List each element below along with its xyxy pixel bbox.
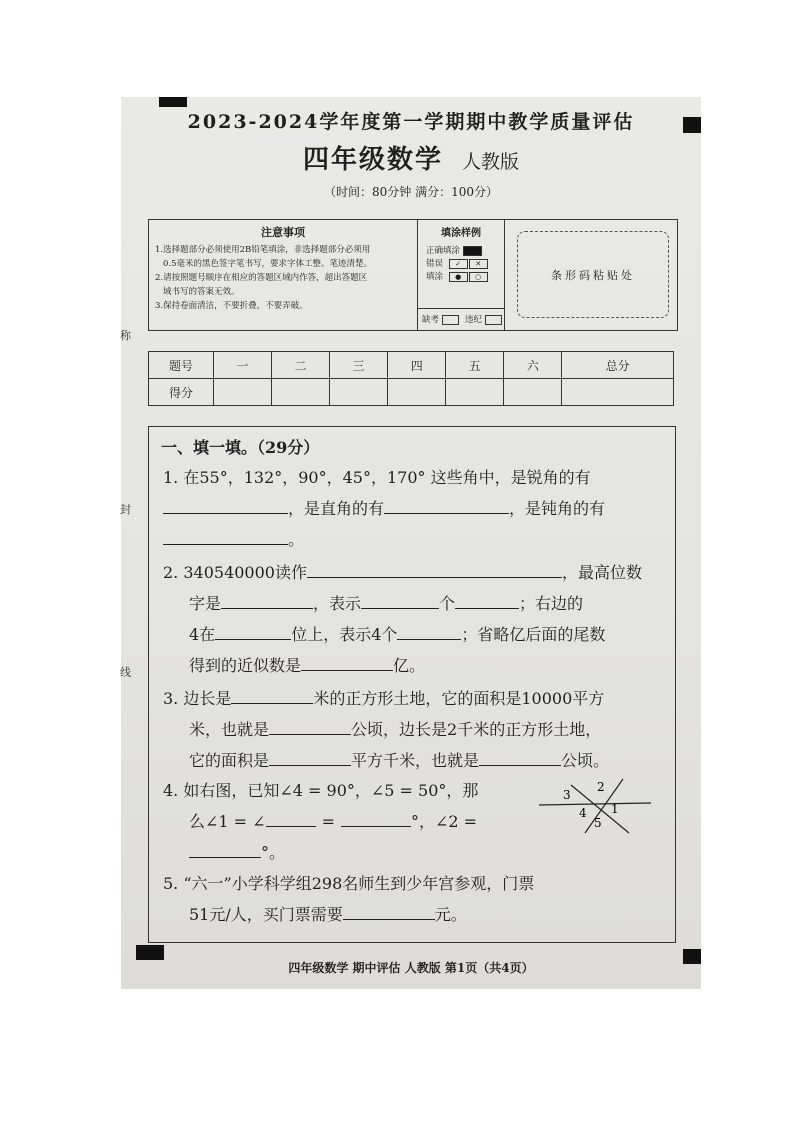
q2-text-5: 个 (439, 594, 456, 613)
q3-blank-hectare-2[interactable] (479, 746, 561, 766)
score-table-score-row (149, 379, 674, 406)
notice-line-3: 2.请按照题号顺序在相应的答题区域内作答，超出答题区 (155, 273, 368, 283)
exam-sheet (121, 97, 701, 989)
row-label-score: 得分 (149, 379, 214, 406)
score-cell[interactable] (214, 379, 272, 406)
q4-text-4: °，∠2 = (410, 812, 478, 831)
margin-text-3: 线 (120, 666, 131, 679)
q4-text-1: 4. 如右图，已知∠4 = 90°，∠5 = 50°，那 (163, 781, 479, 800)
fill-sample-heading: 填涂样例 (441, 228, 481, 239)
fill-sample-panel (418, 220, 505, 330)
question-1 (163, 462, 673, 555)
exam-title: 2023-2024学年度第一学期期中教学质量评估 (187, 111, 635, 133)
wrong-fill-row-1 (426, 258, 504, 271)
wrong-fill-row-2 (426, 271, 504, 284)
section-1-title: 一、填一填。（29分） (161, 438, 320, 457)
column-header: 二 (272, 352, 330, 379)
q4-blank-angle[interactable] (266, 807, 316, 827)
q1-blank-right[interactable] (384, 494, 509, 514)
q2-text-2: ，最高位数 (561, 563, 642, 582)
dot-bubble-icon: ● (449, 272, 468, 282)
notice-line-5: 3.保持卷面清洁，不要折叠，不要弄破。 (155, 301, 308, 311)
score-table (148, 351, 674, 406)
notice-heading: 注意事项 (261, 226, 305, 239)
cross-bubble-icon: ✕ (469, 259, 488, 269)
q2-blank-value[interactable] (397, 620, 461, 640)
angle-label-1: 1 (611, 802, 619, 816)
circle-bubble-icon: ○ (469, 272, 488, 282)
q2-text-6: ；右边的 (519, 594, 584, 613)
q4-text-3: = (321, 812, 335, 831)
q5-text-2: 51元/人，买门票需要 (189, 905, 343, 924)
checkmark-bubble-icon: ✓ (449, 259, 468, 269)
q3-text-3: 米，也就是 (189, 720, 270, 739)
q1-text-2: ，是直角的有 (288, 499, 385, 518)
q2-blank-unit[interactable] (455, 589, 519, 609)
q5-text-3: 元。 (434, 905, 467, 924)
q2-text-7: 4在 (189, 625, 216, 644)
edition-label: 人教版 (462, 151, 520, 173)
q3-text-1: 3. 边长是 (163, 689, 232, 708)
q3-text-2: 米的正方形土地，它的面积是10000平方 (313, 689, 605, 708)
q2-blank-approx[interactable] (301, 651, 393, 671)
barcode-area: 条形码粘贴处 (517, 231, 669, 318)
column-header: 四 (388, 352, 446, 379)
score-cell[interactable] (272, 379, 330, 406)
q5-blank-cost[interactable] (343, 900, 435, 920)
margin-text-2: 封 (120, 503, 131, 516)
q1-blank-obtuse[interactable] (163, 525, 288, 545)
q2-text-10: 得到的近似数是 (189, 656, 302, 675)
column-header: 六 (504, 352, 562, 379)
q2-blank-digit[interactable] (221, 589, 313, 609)
q3-text-7: 公顷。 (561, 751, 610, 770)
wrong-fill-label-2: 填涂 (426, 272, 444, 282)
angle-diagram (539, 777, 654, 835)
q3-text-4: 公顷，边长是2千米的正方形土地， (351, 720, 602, 739)
q3-blank-side[interactable] (231, 684, 313, 704)
q4-text-2: 么∠1 = ∠ (189, 812, 266, 831)
question-5 (163, 868, 673, 930)
q2-text-3: 字是 (189, 594, 222, 613)
absent-bubble[interactable] (442, 315, 459, 325)
filled-bubble-icon (463, 246, 482, 256)
q4-text-5: °。 (261, 843, 286, 862)
q2-blank-count[interactable] (361, 589, 439, 609)
question-4 (163, 775, 543, 868)
q4-blank-deg1[interactable] (341, 807, 411, 827)
q1-text-3: ，是钝角的有 (509, 499, 606, 518)
correct-fill-label: 正确填涂 (426, 246, 461, 256)
absent-label: 缺考 (422, 315, 440, 325)
score-cell[interactable] (504, 379, 562, 406)
q2-blank-place[interactable] (215, 620, 291, 640)
wrong-fill-label-1: 错误 (426, 259, 444, 269)
column-header: 一 (214, 352, 272, 379)
questions-area (148, 426, 676, 943)
page-footer: 四年级数学 期中评估 人教版 第1页（共4页） (288, 961, 534, 975)
angle-label-5: 5 (594, 816, 602, 830)
correct-fill-row (426, 245, 504, 258)
angle-label-3: 3 (563, 788, 571, 802)
absent-violation-row (418, 308, 504, 330)
score-cell[interactable] (562, 379, 674, 406)
angle-label-4: 4 (579, 806, 587, 820)
score-table-header-row (149, 352, 674, 379)
q1-text-4: 。 (288, 530, 305, 549)
q3-blank-sqkm[interactable] (269, 746, 351, 766)
margin-text-1: 称 (120, 329, 131, 342)
question-2 (163, 557, 673, 681)
time-info: （时间：80分钟 满分：100分） (324, 185, 498, 199)
q3-text-6: 平方千米，也就是 (351, 751, 480, 770)
info-box (148, 219, 678, 331)
column-header: 三 (330, 352, 388, 379)
violation-bubble[interactable] (485, 315, 502, 325)
q2-blank-read[interactable] (307, 558, 562, 578)
column-header: 五 (446, 352, 504, 379)
subject-title: 四年级数学 (302, 145, 443, 175)
registration-mark-top-left (159, 97, 187, 107)
column-header: 总分 (562, 352, 674, 379)
q3-text-5: 它的面积是 (189, 751, 270, 770)
q3-blank-hectare[interactable] (269, 715, 351, 735)
notice-panel (149, 220, 418, 330)
score-cell[interactable] (330, 379, 388, 406)
q1-blank-acute[interactable] (163, 494, 288, 514)
violation-label: 违纪 (465, 315, 483, 325)
question-3 (163, 683, 673, 776)
q2-text-8: 位上，表示4个 (291, 625, 398, 644)
notice-line-2: 0.5毫米的黑色签字笔书写，要求字体工整、笔迹清楚。 (163, 259, 373, 269)
score-cell[interactable] (388, 379, 446, 406)
angle-label-2: 2 (597, 780, 605, 794)
registration-mark-bottom-left (136, 945, 164, 960)
q4-blank-deg2[interactable] (189, 838, 261, 858)
notice-line-4: 域书写的答案无效。 (163, 287, 240, 297)
q2-text-9: ；省略亿后面的尾数 (461, 625, 606, 644)
q1-text-1: 1. 在55°，132°，90°，45°，170° 这些角中，是锐角的有 (163, 468, 591, 487)
q2-text-11: 亿。 (393, 656, 426, 675)
exam-subtitle (121, 139, 701, 176)
q5-text-1: 5. “六一”小学科学组298名师生到少年宫参观，门票 (163, 874, 535, 893)
row-label-question: 题号 (149, 352, 214, 379)
q2-text-1: 2. 340540000读作 (163, 563, 307, 582)
q2-text-4: ，表示 (313, 594, 362, 613)
notice-line-1: 1.选择题部分必须使用2B铅笔填涂，非选择题部分必须用 (155, 245, 371, 255)
score-cell[interactable] (446, 379, 504, 406)
